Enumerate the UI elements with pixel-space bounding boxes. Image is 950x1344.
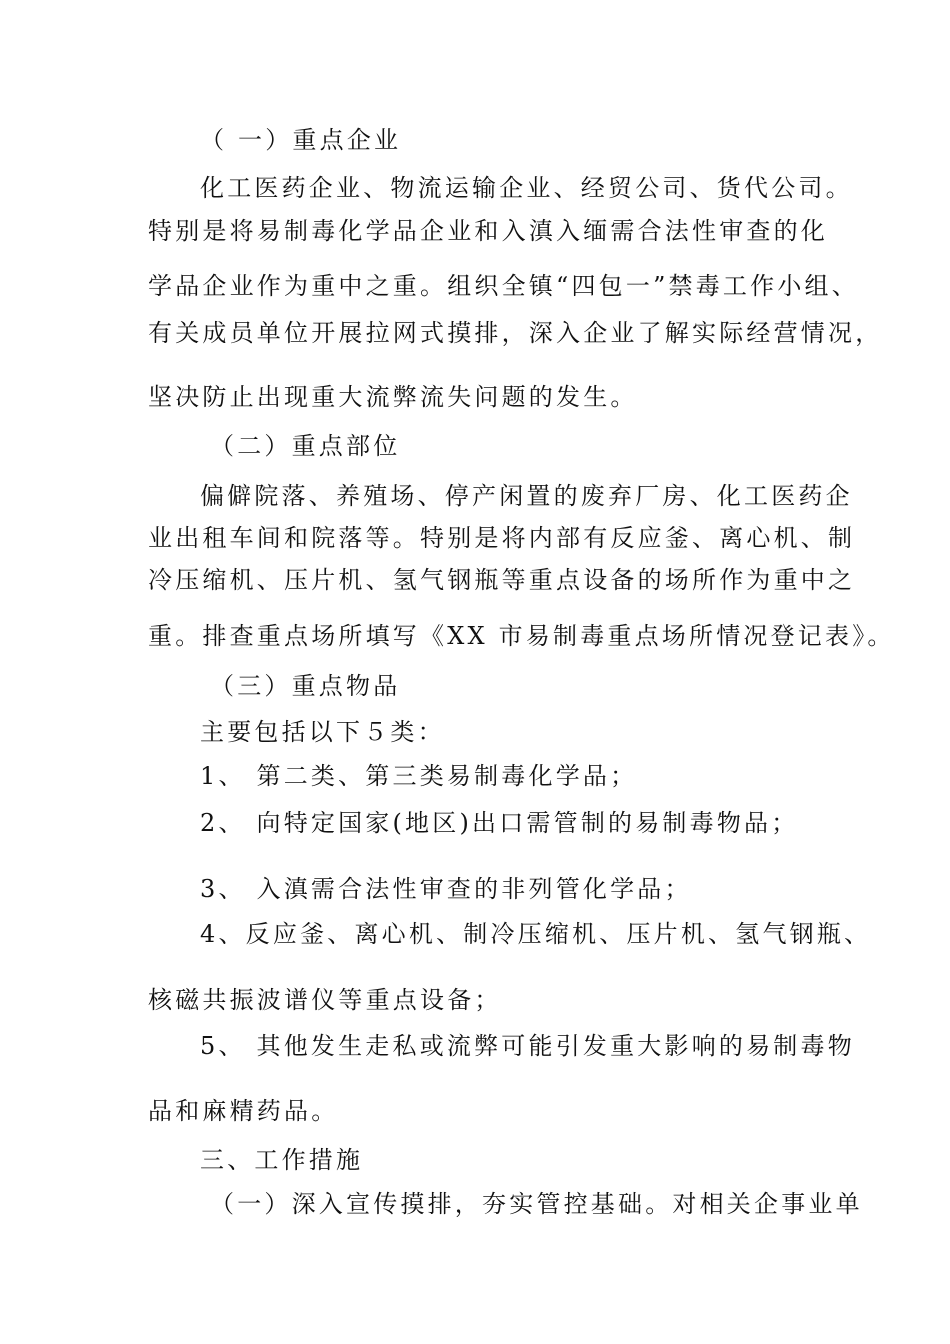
paragraph-line: 主要包括以下５类：: [200, 718, 445, 746]
paragraph-line: 化工医药企业、物流运输企业、经贸公司、货代公司。: [200, 174, 853, 202]
list-item: 2、 向特定国家(地区)出口需管制的易制毒物品；: [200, 809, 799, 837]
paragraph-line: 冷压缩机、压片机、氢气钢瓶等重点设备的场所作为重中之: [148, 566, 856, 594]
paragraph-line: 学品企业作为重中之重。组织全镇“四包一”禁毒工作小组、: [148, 272, 859, 300]
paragraph-line: 特别是将易制毒化学品企业和入滇入缅需合法性审查的化: [148, 217, 828, 245]
section-heading-measures: 三、工作措施: [200, 1146, 364, 1174]
list-item-continuation: 品和麻精药品。: [148, 1097, 339, 1125]
paragraph-line: （一）深入宣传摸排，夯实管控基础。对相关企事业单: [210, 1190, 863, 1218]
paragraph-line: 重。排查重点场所填写《XX 市易制毒重点场所情况登记表》。: [148, 622, 895, 650]
heading-key-items: （三）重点物品: [210, 672, 401, 700]
paragraph-line: 坚决防止出现重大流弊流失问题的发生。: [148, 383, 638, 411]
paragraph-line: 偏僻院落、养殖场、停产闲置的废弃厂房、化工医药企: [200, 482, 853, 510]
list-item: 1、 第二类、第三类易制毒化学品；: [200, 762, 638, 790]
list-item: 3、 入滇需合法性审查的非列管化学品；: [200, 875, 692, 903]
list-item: 4、反应釜、离心机、制冷压缩机、压片机、氢气钢瓶、: [200, 920, 872, 948]
heading-key-locations: （二）重点部位: [210, 432, 401, 460]
paragraph-line: 有关成员单位开展拉网式摸排，深入企业了解实际经营情况，: [148, 319, 883, 347]
paragraph-line: 业出租车间和院落等。特别是将内部有反应釜、离心机、制: [148, 524, 856, 552]
list-item: 5、 其他发生走私或流弊可能引发重大影响的易制毒物: [200, 1032, 855, 1060]
list-item-continuation: 核磁共振波谱仪等重点设备；: [148, 986, 502, 1014]
heading-key-enterprises: （ 一）重点企业: [200, 126, 402, 154]
